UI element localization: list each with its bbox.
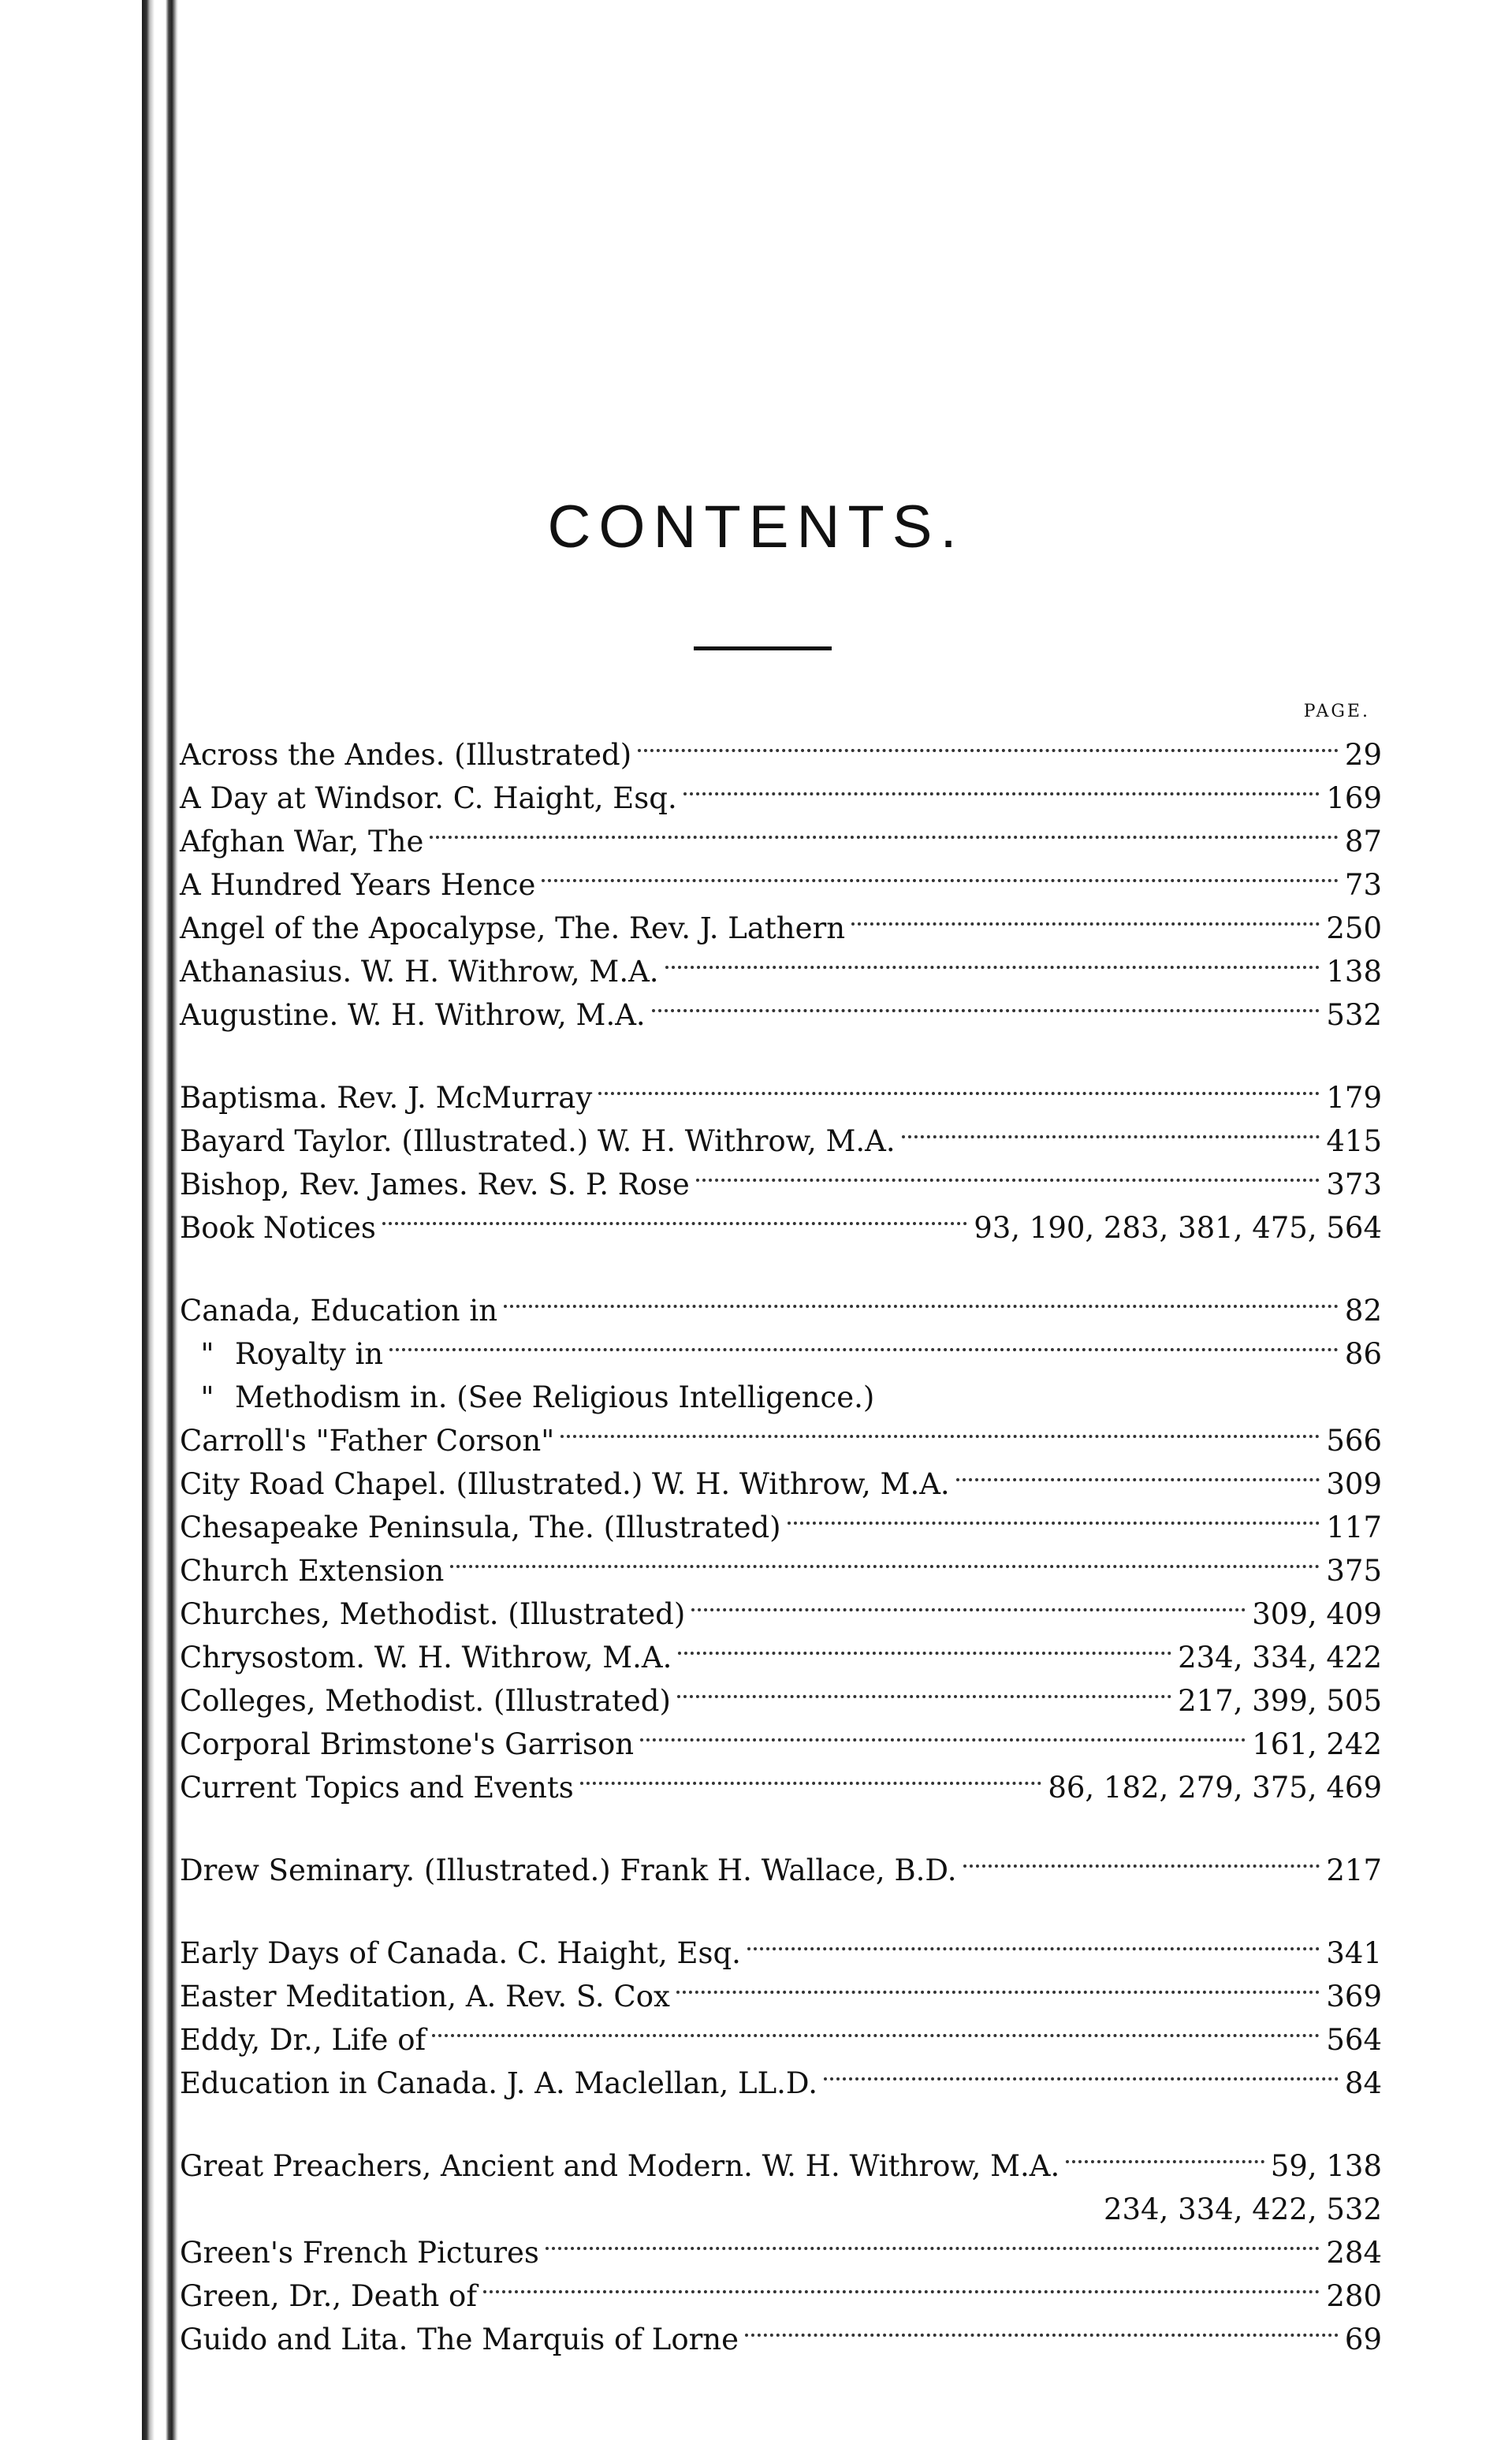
toc-entry (180, 1163, 1382, 1206)
toc-entry (180, 950, 1382, 993)
entry-page: 87 (1344, 825, 1382, 859)
toc-entry (180, 733, 1382, 777)
entry-title: Easter Meditation, A. Rev. S. Cox (180, 1980, 670, 2013)
entry-page-continuation: 234, 334, 422, 532 (1103, 2192, 1382, 2226)
entry-title: Drew Seminary. (Illustrated.) Frank H. Wallace, B.D. (180, 1853, 957, 1887)
entry-page: 217, 399, 505 (1178, 1684, 1382, 1718)
entry-title: A Hundred Years Hence (180, 868, 536, 902)
entry-page: 29 (1344, 738, 1382, 772)
dot-leader (824, 2077, 1339, 2081)
dot-leader (638, 748, 1339, 752)
dot-leader (851, 922, 1320, 926)
entry-title: Green, Dr., Death of (180, 2279, 478, 2313)
dot-leader (677, 1694, 1171, 1698)
dot-leader (546, 2246, 1320, 2250)
entry-title: Athanasius. W. H. Withrow, M.A. (180, 955, 659, 989)
toc-entry (180, 1506, 1382, 1549)
toc-entry (180, 820, 1382, 863)
entry-title: Church Extension (180, 1554, 445, 1588)
dot-leader (676, 1990, 1320, 1994)
entry-page: 84 (1344, 2066, 1382, 2100)
toc-entry (180, 1549, 1382, 1593)
entry-title: Current Topics and Events (180, 1771, 574, 1805)
toc-entry (180, 1076, 1382, 1119)
entry-title: Bishop, Rev. James. Rev. S. P. Rose (180, 1168, 690, 1201)
entry-page: 566 (1326, 1424, 1382, 1458)
entry-title: Eddy, Dr., Life of (180, 2023, 426, 2057)
entry-title: Early Days of Canada. C. Haight, Esq. (180, 1936, 741, 1970)
entry-title: Methodism in. (See Religious Intelligence.) (235, 1380, 875, 1414)
dot-leader (504, 1304, 1339, 1308)
dot-leader (956, 1477, 1320, 1481)
entry-page: 217 (1326, 1853, 1382, 1887)
entry-title: A Day at Windsor. C. Haight, Esq. (180, 781, 677, 815)
entry-page: 369 (1326, 1980, 1382, 2013)
entry-title: Green's French Pictures (180, 2236, 539, 2270)
dot-leader (580, 1781, 1042, 1785)
entry-title: Carroll's "Father Corson" (180, 1424, 555, 1458)
entry-page: 532 (1326, 998, 1382, 1032)
entry-page: 138 (1326, 955, 1382, 989)
entry-title: Angel of the Apocalypse, The. Rev. J. Lathern (180, 911, 846, 945)
toc-entry (180, 907, 1382, 950)
entry-page: 284 (1326, 2236, 1382, 2270)
dot-leader (542, 878, 1339, 882)
toc-entry (180, 1206, 1382, 1250)
entry-title: Augustine. W. H. Withrow, M.A. (180, 998, 646, 1032)
entry-title: Churches, Methodist. (Illustrated) (180, 1597, 686, 1631)
toc-entry (180, 2018, 1382, 2062)
dot-leader (788, 1521, 1320, 1525)
entry-page: 82 (1344, 1294, 1382, 1328)
ditto-mark: " (200, 1337, 214, 1371)
toc-entry-continuation (180, 2188, 1382, 2231)
entry-page: 93, 190, 283, 381, 475, 564 (974, 1211, 1382, 1245)
dot-leader (745, 2333, 1339, 2337)
toc-entry (180, 1289, 1382, 1332)
dot-leader (902, 1134, 1320, 1138)
entry-page: 86 (1344, 1337, 1382, 1371)
entry-page: 117 (1326, 1511, 1382, 1544)
entry-page: 234, 334, 422 (1178, 1641, 1382, 1674)
dot-leader (963, 1864, 1320, 1868)
entry-page: 250 (1326, 911, 1382, 945)
entry-page: 169 (1326, 781, 1382, 815)
page-column-header: PAGE. (1303, 702, 1370, 721)
toc-entry (180, 863, 1382, 907)
toc-entry (180, 1723, 1382, 1766)
entry-title: City Road Chapel. (Illustrated.) W. H. Withrow, M.A. (180, 1467, 950, 1501)
entry-title: Royalty in (235, 1337, 384, 1371)
book-binding-edge (142, 0, 178, 2440)
dot-leader (691, 1607, 1246, 1611)
entry-page: 309 (1326, 1467, 1382, 1501)
entry-page: 564 (1326, 2023, 1382, 2057)
dot-leader (678, 1651, 1171, 1655)
toc-entry (180, 2231, 1382, 2274)
entry-page: 309, 409 (1252, 1597, 1382, 1631)
toc-entry (180, 1119, 1382, 1163)
dot-leader (430, 835, 1339, 839)
entry-title: Baptisma. Rev. J. McMurray (180, 1081, 593, 1115)
dot-leader (1066, 2159, 1264, 2163)
dot-leader (640, 1738, 1246, 1742)
entry-page: 341 (1326, 1936, 1382, 1970)
entry-page: 59, 138 (1270, 2149, 1382, 2183)
toc-entry (180, 1766, 1382, 1809)
dot-leader (598, 1091, 1320, 1095)
title-rule (694, 646, 832, 650)
toc-entry (180, 1462, 1382, 1506)
entry-title: Book Notices (180, 1211, 376, 1245)
entry-page: 179 (1326, 1081, 1382, 1115)
ditto-mark: " (200, 1380, 214, 1414)
entry-page: 280 (1326, 2279, 1382, 2313)
toc-entry (180, 1932, 1382, 1975)
entry-page: 69 (1344, 2323, 1382, 2356)
toc-entry (180, 2274, 1382, 2318)
entry-title: Canada, Education in (180, 1294, 498, 1328)
toc-entry (180, 1636, 1382, 1679)
dot-leader (389, 1347, 1339, 1351)
toc-entry (180, 2062, 1382, 2105)
entry-title: Across the Andes. (Illustrated) (180, 738, 632, 772)
entry-page: 161, 242 (1252, 1727, 1382, 1761)
entry-title: Colleges, Methodist. (Illustrated) (180, 1684, 671, 1718)
toc-entry (180, 993, 1382, 1037)
entry-page: 373 (1326, 1168, 1382, 1201)
dot-leader (665, 965, 1320, 969)
dot-leader (747, 1946, 1320, 1950)
dot-leader (432, 2033, 1320, 2037)
dot-leader (652, 1008, 1320, 1012)
entry-page: 375 (1326, 1554, 1382, 1588)
entry-title: Chrysostom. W. H. Withrow, M.A. (180, 1641, 672, 1674)
toc-entry (180, 1849, 1382, 1892)
toc-entry (180, 1376, 1382, 1419)
entry-title: Guido and Lita. The Marquis of Lorne (180, 2323, 739, 2356)
toc-entry (180, 1679, 1382, 1723)
entry-title: Bayard Taylor. (Illustrated.) W. H. Withrow, M.A. (180, 1124, 896, 1158)
page-title: CONTENTS. (547, 494, 965, 561)
entry-page: 86, 182, 279, 375, 469 (1048, 1771, 1382, 1805)
entry-title: Afghan War, The (180, 825, 424, 859)
dot-leader (382, 1221, 967, 1225)
toc-entry (180, 1975, 1382, 2018)
entry-title: Corporal Brimstone's Garrison (180, 1727, 635, 1761)
toc-entry (180, 2318, 1382, 2361)
toc-entry (180, 1419, 1382, 1462)
entry-page: 73 (1344, 868, 1382, 902)
entry-title: Great Preachers, Ancient and Modern. W. H. Withrow, M.A. (180, 2149, 1060, 2183)
entry-page: 415 (1326, 1124, 1382, 1158)
entry-title: Chesapeake Peninsula, The. (Illustrated) (180, 1511, 781, 1544)
dot-leader (696, 1178, 1320, 1182)
contents-list (180, 733, 1382, 2361)
dot-leader (483, 2289, 1320, 2293)
dot-leader (683, 792, 1320, 795)
toc-entry (180, 2144, 1382, 2188)
entry-title: Education in Canada. J. A. Maclellan, LL.D. (180, 2066, 818, 2100)
toc-entry (180, 1593, 1382, 1636)
dot-leader (450, 1564, 1320, 1568)
dot-leader (560, 1434, 1320, 1438)
toc-entry (180, 777, 1382, 820)
toc-entry (180, 1332, 1382, 1376)
